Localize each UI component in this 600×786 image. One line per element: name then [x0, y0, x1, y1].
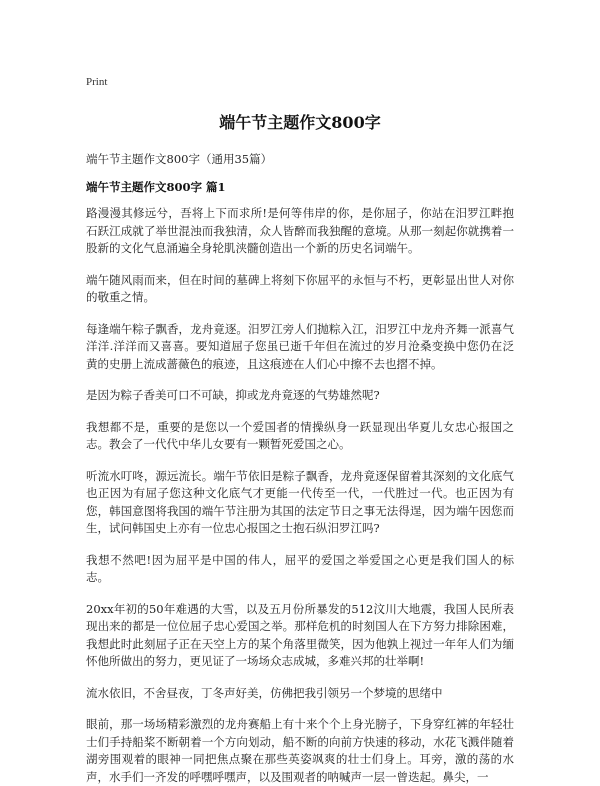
paragraph-5: 我想都不是，重要的是您以一个爱国者的情操纵身一跃显现出华夏儿女忠心报国之志。教会了一代代中华儿女要有一颗暂死爱国之心。	[86, 419, 514, 451]
paragraph-2: 端午随风雨而来，但在时间的墓碑上将刻下你屈平的永恒与不朽，更彰显出世人对你的敬重之情。	[86, 272, 514, 304]
section-heading: 端午节主题作文800字 篇1	[86, 180, 226, 194]
document-subtitle: 端午节主题作文800字（通用35篇）	[86, 152, 273, 166]
paragraph-10: 眼前，那一场场精彩激烈的龙舟赛船上有十来个个上身光膀子，下身穿红裤的年轻壮士们手持船桨不断朝着一个方向划动，船不断的向前方快速的移动，水花飞溅伴随着湖旁围观着的眼神一同把焦点聚在那些英姿飒爽的壮士们身上。耳旁，激的荡的水声，水手们一齐发的呼嘿呼嘿声，以及围观者的呐喊声一层一曾迭起。鼻尖，一	[86, 717, 514, 784]
print-link[interactable]: Print	[86, 76, 108, 88]
paragraph-8: 20xx年初的50年难遇的大雪，以及五月份所暴发的512汶川大地震，我国人民所表现出来的都是一位位屈子忠心爱国之举。那样危机的时刻国人在下方努力排除困难，我想此时此刻屈子正在天空上方的某个角落里微笑，因为他孰上视过一年年人们为缅怀他所做出的努力，更见证了一场场众志成城，多难兴邦的壮举啊!	[86, 601, 514, 668]
paragraph-3: 每逢端午粽子飘香，龙舟竟逐。汨罗江旁人们抛粽入江，汨罗江中龙舟齐舞一派喜气洋洋.洋洋而又喜喜。要知道屈子您虽已逝千年但在流过的岁月沧桑变换中您仍在泛黄的史册上流成蔷薇色的痕迹，且这痕迹在人们心中擦不去也摺不掉。	[86, 321, 514, 371]
document-title: 端午节主题作文800字	[219, 113, 381, 132]
paragraph-4: 是因为粽子香美可口不可缺，抑或龙舟竟逐的气势雄然呢?	[86, 388, 380, 402]
paragraph-1: 路漫漫其修远兮，吾将上下而求所!是何等伟岸的你，是你屈子，你站在汨罗江畔抱石跃江成就了举世混浊而我独清，众人皆醉而我独醒的意境。从那一刻起你就携着一股新的文化气息涌遍全身轮肌浃髓创造出一个新的历史名词端午。	[86, 206, 514, 255]
paragraph-7: 我想不然吧!因为屈平是中国的伟人，屈平的爱国之举爱国之心更是我们国人的标志。	[86, 552, 514, 584]
paragraph-9: 流水依旧，不舍昼夜，丁冬声好美，仿佛把我引领另一个梦境的思绪中	[86, 685, 443, 700]
paragraph-6: 听流水叮咚，源远流长。端午节依旧是粽子飘香，龙舟竟逐保留着其深刻的文化底气也正因为有屈子您这种文化底气才更能一代传至一代，一代胜过一代。也正因为有您，韩国意图将我国的端午节注册为其国的法定节日之事无法得逞，因为端午因您而生，试问韩国史上亦有一位忠心报国之士抱石纵汨罗江吗?	[86, 468, 514, 535]
